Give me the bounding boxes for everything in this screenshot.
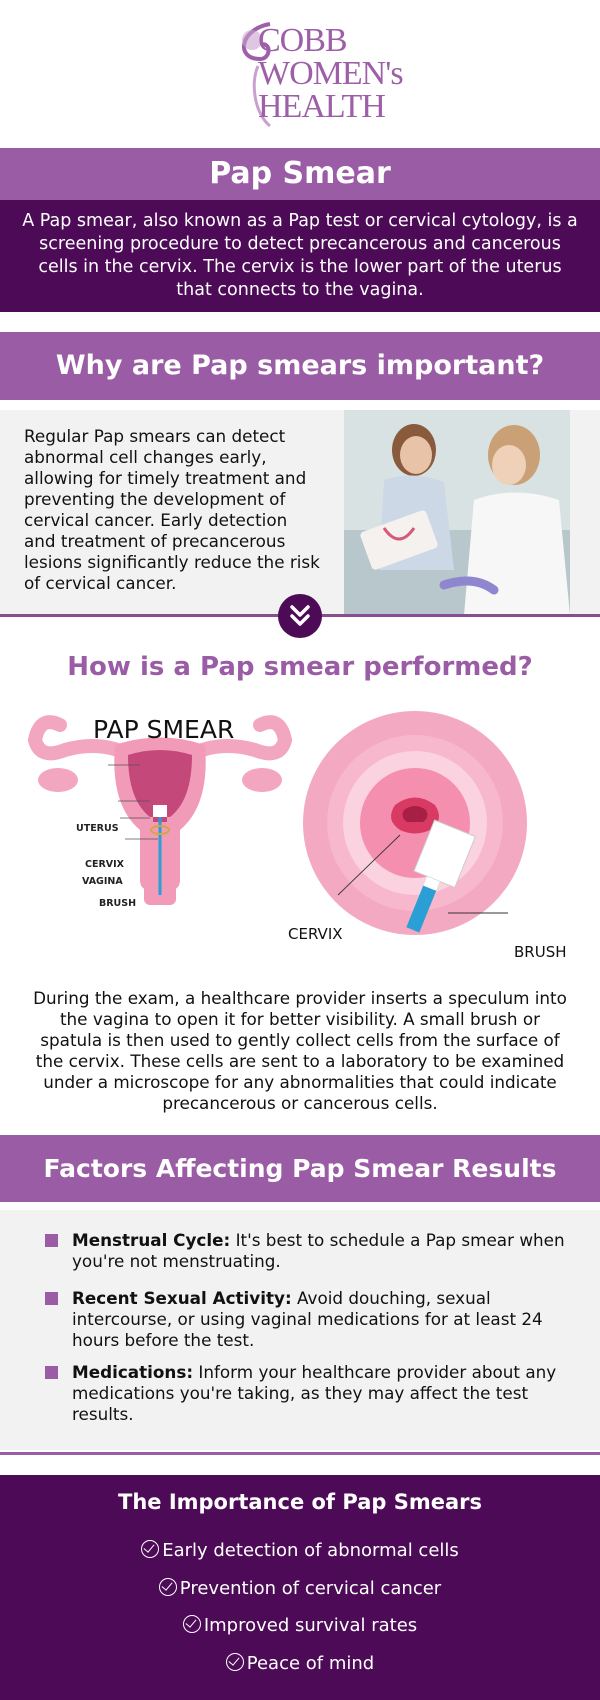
factor-label: Menstrual Cycle: — [72, 1230, 231, 1250]
doctor-patient-photo — [344, 410, 570, 615]
importance-item — [0, 1615, 600, 1636]
scroll-down-chevron-icon[interactable] — [278, 594, 322, 638]
label-brush: BRUSH — [99, 898, 137, 909]
check-circle-icon — [159, 1578, 177, 1596]
page-title: Pap Smear — [0, 148, 600, 200]
importance-item — [0, 1540, 600, 1561]
diagram-title: PAP SMEAR — [93, 715, 235, 744]
importance-item — [0, 1653, 600, 1674]
how-heading: How is a Pap smear performed? — [67, 652, 533, 682]
bullet-square-icon — [45, 1366, 58, 1379]
importance-item — [0, 1578, 600, 1599]
factor-item — [72, 1362, 572, 1425]
check-circle-icon — [226, 1653, 244, 1671]
factor-text: Avoid douching, sexual intercourse, or using vaginal medications for at least 24 hours before the test. — [72, 1288, 543, 1350]
bullet-square-icon — [45, 1292, 58, 1305]
factor-text: Inform your healthcare provider about any medications you're taking, as they may affect the test results. — [72, 1362, 557, 1424]
label-cervix: CERVIX — [85, 859, 124, 870]
factors-heading: Factors Affecting Pap Smear Results — [0, 1135, 600, 1202]
how-text: During the exam, a healthcare provider inserts a speculum into the vagina to open it for better visibility. A small brush or spatula is then used to gently collect cells from the surface of the cervix. These cells are sent to a laboratory to be examined under a microscope for any abnormalities that could indicate precancerous or cancerous cells. — [33, 988, 567, 1113]
why-heading: Why are Pap smears important? — [0, 332, 600, 400]
logo-line-2: WOMEN's — [258, 55, 403, 92]
why-text: Regular Pap smears can detect abnormal cell changes early, allowing for timely treatment and preventing the development of cervical cancer. Early detection and treatment of precancerous lesions significantly reduce the risk of cervical cancer. — [24, 426, 320, 593]
factor-item — [72, 1288, 572, 1351]
factor-text: It's best to schedule a Pap smear when you're not menstruating. — [72, 1230, 565, 1271]
importance-item-text: Improved survival rates — [203, 1615, 418, 1636]
logo-line-3: HEALTH — [258, 88, 385, 125]
logo — [230, 14, 403, 134]
importance-item-text: Prevention of cervical cancer — [179, 1578, 442, 1599]
importance-item-text: Peace of mind — [246, 1653, 375, 1674]
intro-text: A Pap smear, also known as a Pap test or cervical cytology, is a screening procedure to detect precancerous and cancerous cells in the cervix. The cervix is the lower part of the uterus that connects to the vagina. — [0, 200, 600, 312]
label-uterus: UTERUS — [76, 823, 119, 834]
label-cervix-large: CERVIX — [288, 925, 343, 943]
check-circle-icon — [141, 1540, 159, 1558]
bullet-square-icon — [45, 1234, 58, 1247]
factor-label: Recent Sexual Activity: — [72, 1288, 292, 1308]
logo-line-1: COBB — [258, 22, 347, 59]
importance-item-text: Early detection of abnormal cells — [162, 1540, 459, 1561]
section-divider — [0, 1452, 600, 1455]
factor-label: Medications: — [72, 1362, 194, 1382]
check-circle-icon — [183, 1615, 201, 1633]
label-vagina: VAGINA — [82, 876, 123, 887]
label-brush-large: BRUSH — [514, 943, 567, 961]
importance-heading: The Importance of Pap Smears — [118, 1490, 482, 1514]
factor-item — [72, 1230, 572, 1272]
